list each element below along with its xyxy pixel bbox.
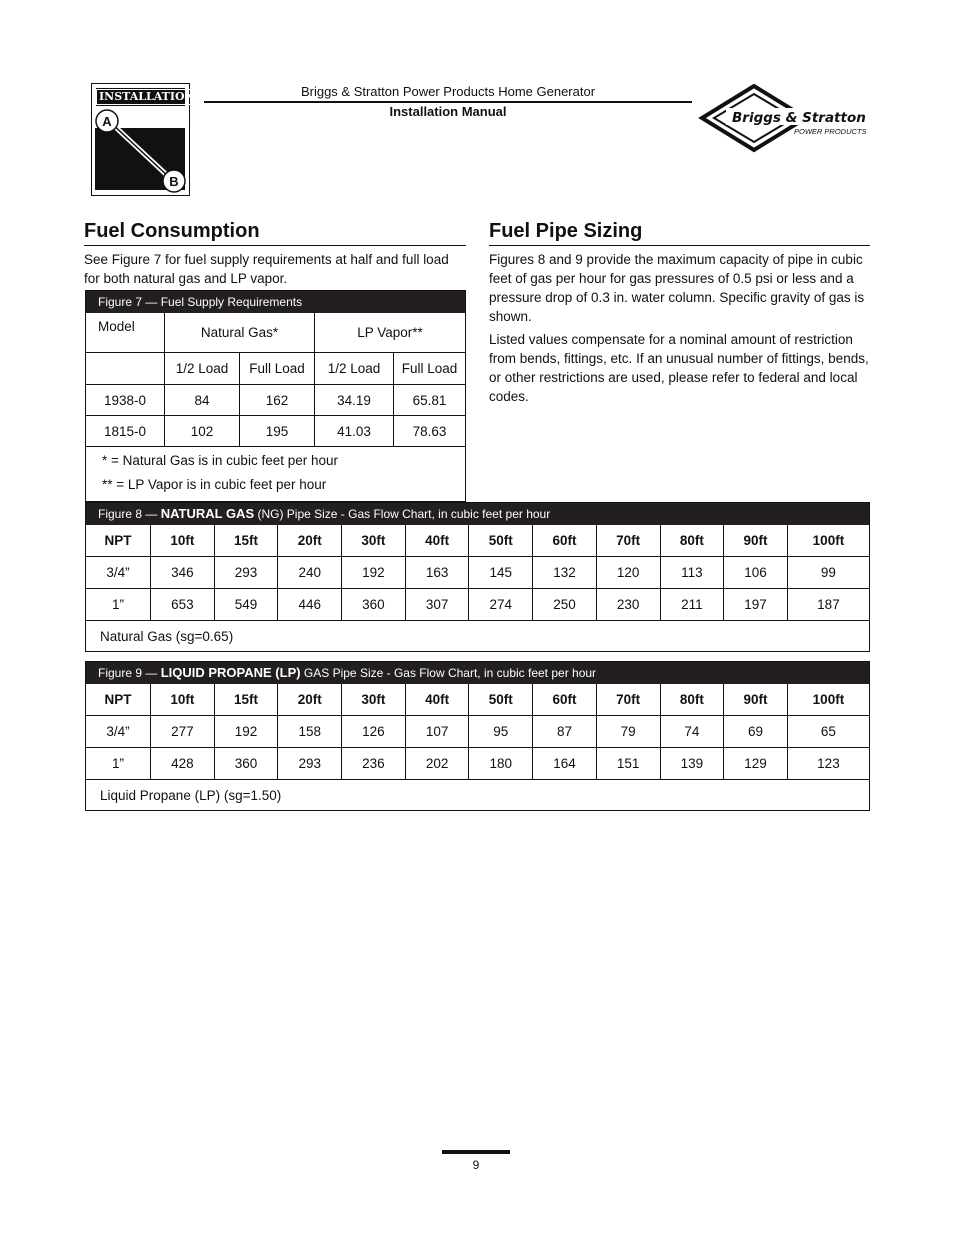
header-manual-title: Installation Manual [389,104,507,119]
table-cell: 3/4” [86,557,151,589]
sub-header: Full Load [240,353,315,385]
installation-badge-word: INSTALLATION [96,88,185,106]
header-row [86,684,869,716]
table-cell: 360 [214,748,278,780]
table-cell: 84 [165,385,240,416]
column-header: 70ft [596,684,660,716]
brand-name: Briggs & Stratton [732,110,866,126]
table-cell: 102 [165,416,240,447]
figure-7-table [85,290,466,502]
table-cell: 78.63 [394,416,466,447]
page-number-rule [442,1150,510,1154]
blank-cell [86,353,165,385]
column-header: 40ft [405,684,469,716]
table-cell: 346 [151,557,215,589]
footer-row [86,621,869,652]
fuel-pipe-sizing-rule [489,245,870,246]
table-cell: 202 [405,748,469,780]
note-lp-vapor: ** = LP Vapor is in cubic feet per hour [102,477,327,492]
table-cell: 151 [596,748,660,780]
column-header: NPT [86,525,151,557]
table-cell: 1” [86,589,151,621]
specific-gravity-note: Liquid Propane (LP) (sg=1.50) [86,780,869,811]
table-cell: 197 [724,589,788,621]
column-header: 100ft [787,684,869,716]
table-cell: 3/4” [86,716,151,748]
figure-9-table [85,661,870,811]
table-cell: 107 [405,716,469,748]
table-cell: 158 [278,716,342,748]
badge-letter-b: B [169,174,179,189]
column-header: 20ft [278,525,342,557]
fuel-pipe-sizing-para-2: Listed values compensate for a nominal amount of restriction from bends, fittings, etc. If an unusual number of fittings, bends, or other restrictions are used, please refer to federal and local codes. [489,332,869,404]
fuel-consumption-intro: See Figure 7 for fuel supply requirements at half and full load for both natural gas and LP vapor. [84,252,449,286]
fuel-consumption-rule [84,245,466,246]
brand-subtitle: POWER PRODUCTS [794,127,867,136]
page-number: 9 [472,1158,480,1172]
table-cell: 129 [724,748,788,780]
column-header: 80ft [660,525,724,557]
sub-header: 1/2 Load [165,353,240,385]
table-cell: 99 [787,557,869,589]
column-header: 60ft [533,525,597,557]
table-cell: 187 [787,589,869,621]
table-row [86,748,869,780]
table-cell: 250 [533,589,597,621]
table-cell: 164 [533,748,597,780]
badge-letter-a: A [102,114,112,129]
figure-9-caption: Figure 9 — LIQUID PROPANE (LP) GAS Pipe Size - Gas Flow Chart, in cubic feet per hour [86,662,869,684]
col-model: Model [86,313,165,353]
table-cell: 274 [469,589,533,621]
header-product-line: Briggs & Stratton Power Products Home Generator [300,84,596,99]
table-cell: 139 [660,748,724,780]
a-to-b-icon [92,106,188,194]
column-header: 10ft [151,525,215,557]
column-header: 40ft [405,525,469,557]
figure-7-notes [86,447,465,501]
table-cell: 360 [342,589,406,621]
table-cell: 277 [151,716,215,748]
table-cell: 132 [533,557,597,589]
table-cell: 123 [787,748,869,780]
table-cell: 74 [660,716,724,748]
col-lp-vapor: LP Vapor** [315,313,466,353]
column-header: 60ft [533,684,597,716]
table-cell: 65 [787,716,869,748]
column-header: 90ft [724,684,788,716]
table-cell: 95 [469,716,533,748]
table-cell: 126 [342,716,406,748]
table-row [86,716,869,748]
fuel-pipe-sizing-title: Fuel Pipe Sizing [489,220,643,242]
table-cell: 307 [405,589,469,621]
briggs-stratton-logo [698,84,868,154]
table-row [86,557,869,589]
table-cell: 180 [469,748,533,780]
table-cell: 240 [278,557,342,589]
column-header: NPT [86,684,151,716]
header-rule [204,101,692,103]
table-row [86,385,465,416]
column-header: 100ft [787,525,869,557]
table-cell: 1” [86,748,151,780]
table-row [86,589,869,621]
column-header: 20ft [278,684,342,716]
col-natural-gas: Natural Gas* [165,313,315,353]
table-cell: 549 [214,589,278,621]
column-header: 15ft [214,525,278,557]
fuel-pipe-sizing-para-1: Figures 8 and 9 provide the maximum capacity of pipe in cubic feet of gas per hour for gas pressures of 0.5 psi or less and a pressure drop of 0.3 in. water column. Specific gravity of gas is shown. [489,252,865,324]
table-cell: 162 [240,385,315,416]
table-cell: 1938-0 [86,385,165,416]
table-cell: 293 [278,748,342,780]
column-header: 50ft [469,684,533,716]
column-header: 90ft [724,525,788,557]
table-cell: 87 [533,716,597,748]
table-cell: 113 [660,557,724,589]
note-natural-gas: * = Natural Gas is in cubic feet per hour [102,453,338,468]
table-cell: 446 [278,589,342,621]
column-header: 50ft [469,525,533,557]
table-cell: 79 [596,716,660,748]
table-cell: 293 [214,557,278,589]
specific-gravity-note: Natural Gas (sg=0.65) [86,621,869,652]
figure-8-table [85,502,870,652]
table-cell: 211 [660,589,724,621]
column-header: 10ft [151,684,215,716]
header-row [86,525,869,557]
column-header: 15ft [214,684,278,716]
sub-header: Full Load [394,353,466,385]
footer-row [86,780,869,811]
table-cell: 106 [724,557,788,589]
table-cell: 65.81 [394,385,466,416]
table-cell: 1815-0 [86,416,165,447]
table-cell: 192 [342,557,406,589]
table-cell: 41.03 [315,416,394,447]
figure-7-caption: Figure 7 — Fuel Supply Requirements [86,291,465,313]
fuel-consumption-title: Fuel Consumption [84,220,260,242]
table-cell: 230 [596,589,660,621]
installation-badge [91,83,195,196]
column-header: 30ft [342,525,406,557]
table-cell: 34.19 [315,385,394,416]
table-cell: 195 [240,416,315,447]
figure-8-caption: Figure 8 — NATURAL GAS (NG) Pipe Size - Gas Flow Chart, in cubic feet per hour [86,503,869,525]
table-cell: 236 [342,748,406,780]
column-header: 30ft [342,684,406,716]
table-cell: 653 [151,589,215,621]
table-cell: 428 [151,748,215,780]
table-cell: 69 [724,716,788,748]
table-cell: 120 [596,557,660,589]
table-cell: 192 [214,716,278,748]
sub-header: 1/2 Load [315,353,394,385]
table-cell: 145 [469,557,533,589]
column-header: 70ft [596,525,660,557]
table-cell: 163 [405,557,469,589]
column-header: 80ft [660,684,724,716]
table-row [86,416,465,447]
